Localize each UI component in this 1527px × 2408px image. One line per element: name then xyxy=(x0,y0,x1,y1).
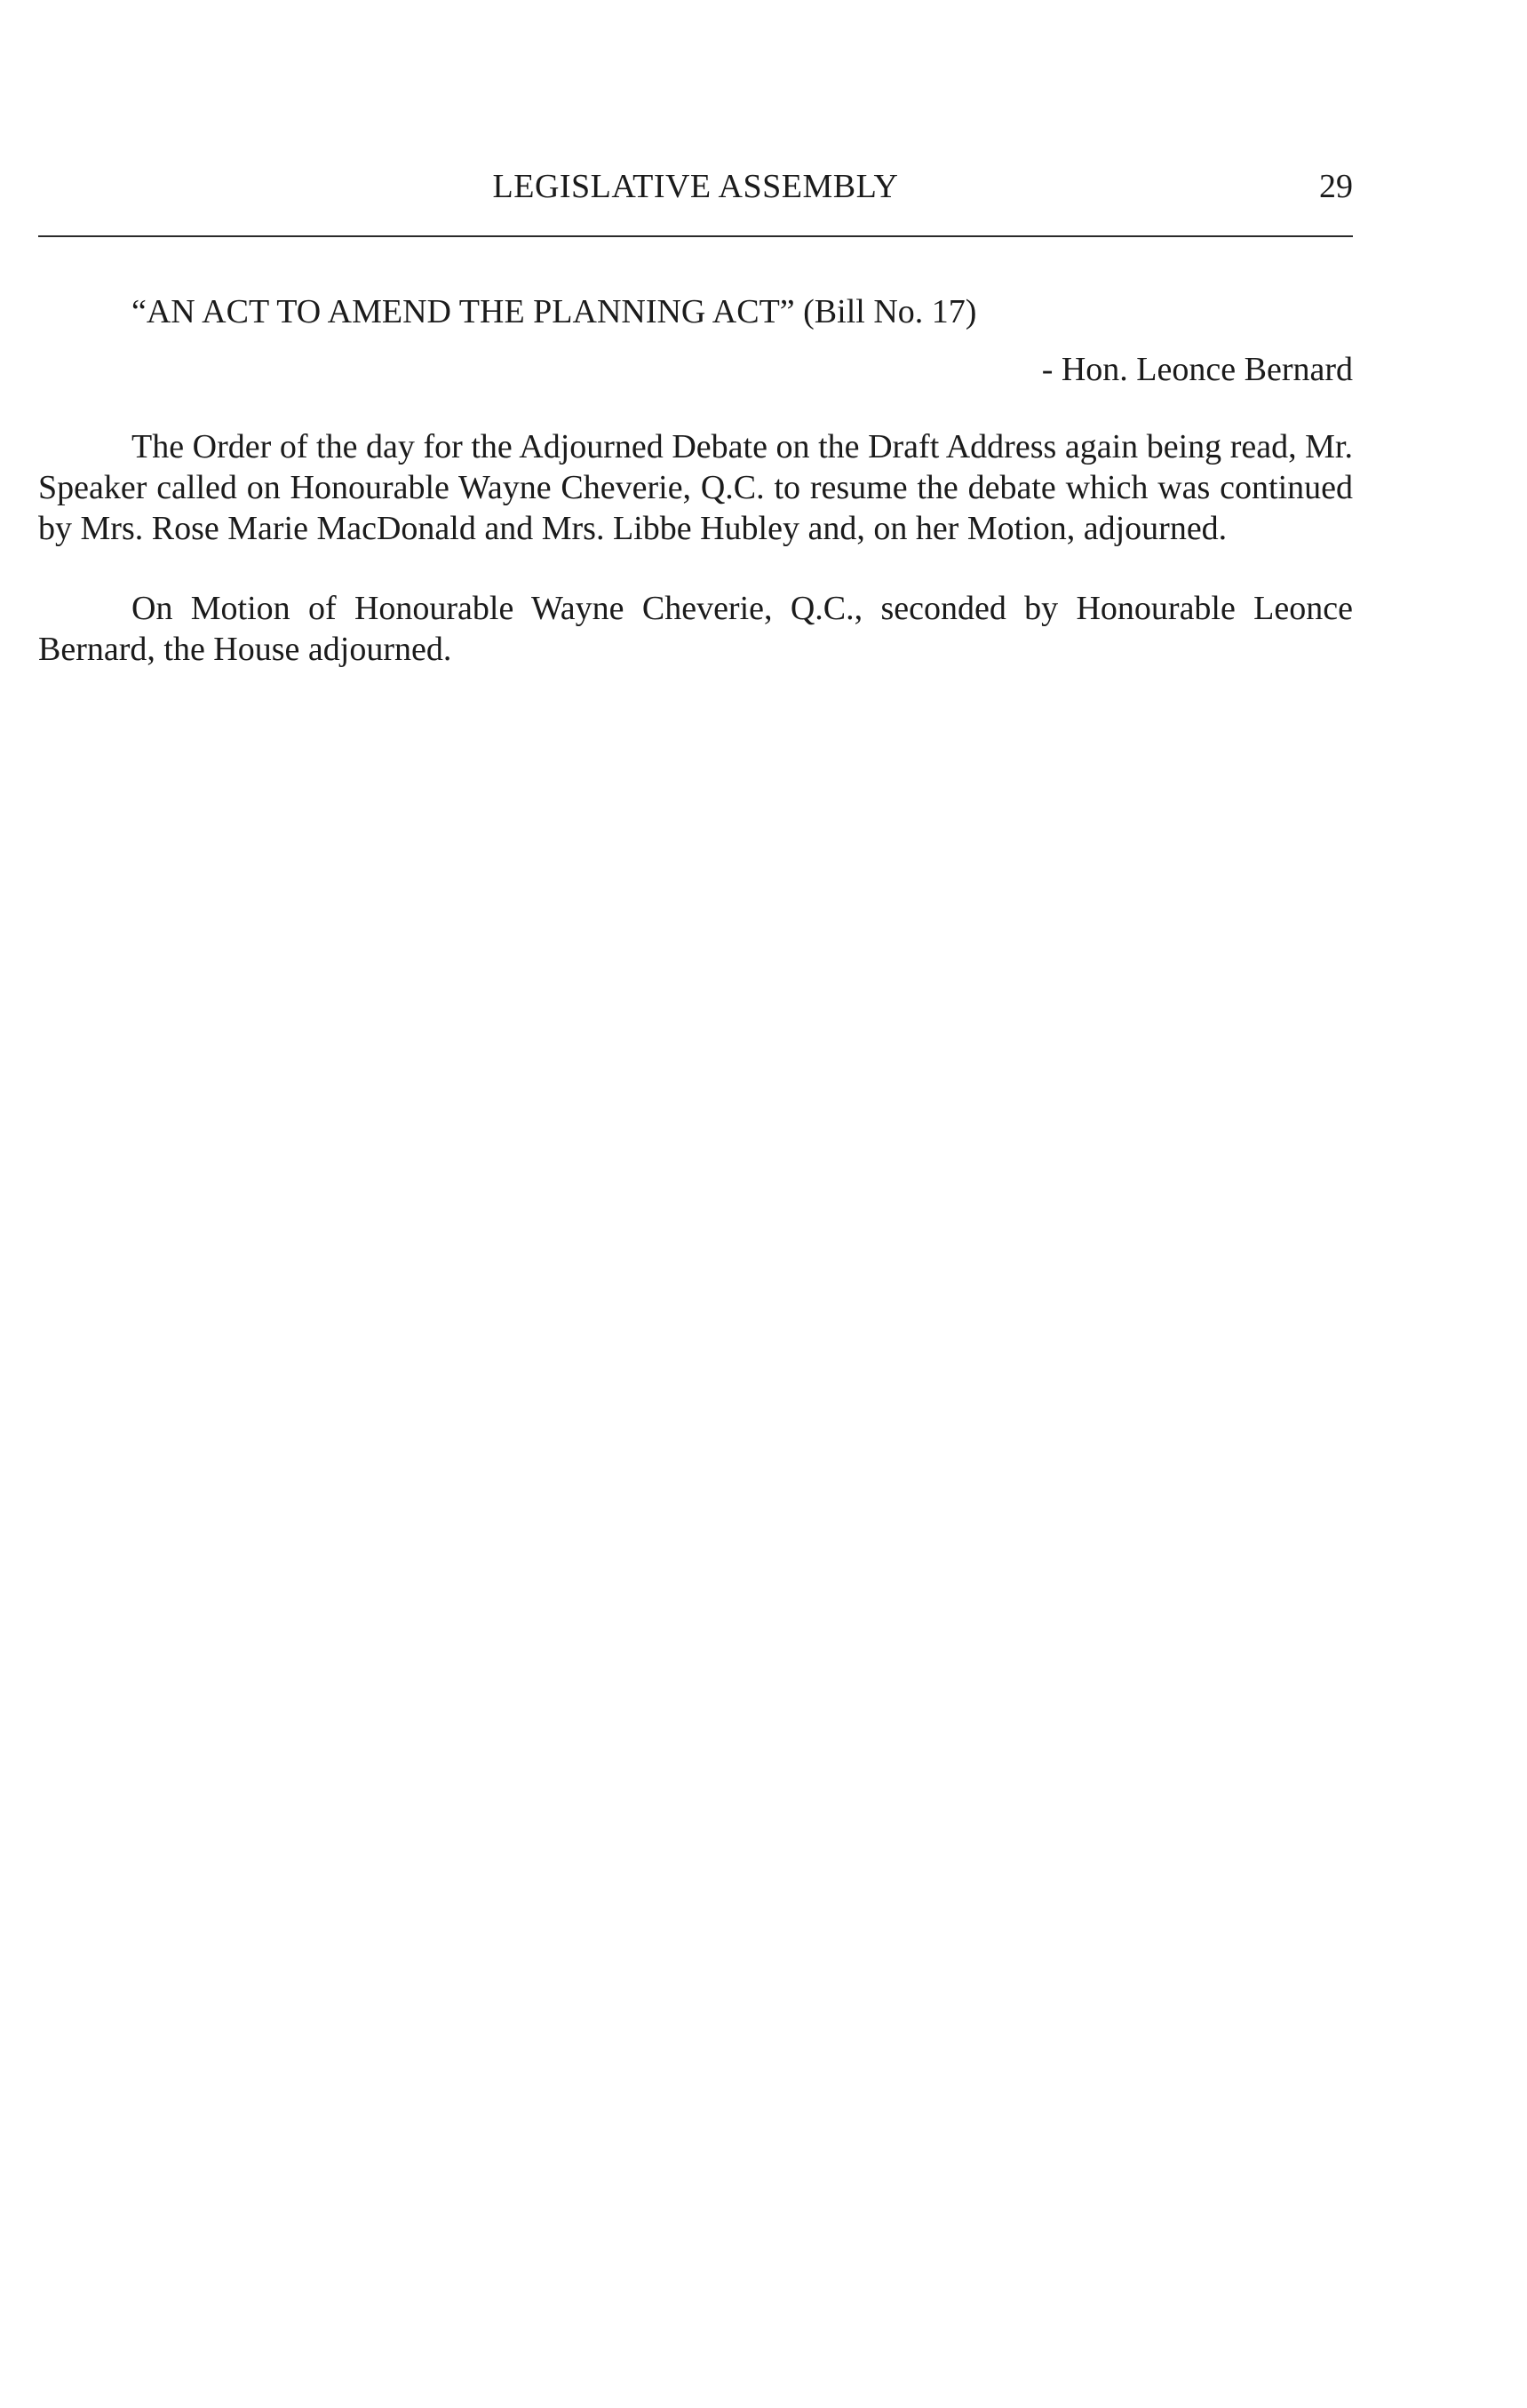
bill-title: “AN ACT TO AMEND THE PLANNING ACT” (Bill No. 17) xyxy=(131,293,977,330)
running-title: LEGISLATIVE ASSEMBLY xyxy=(492,168,899,205)
header-rule xyxy=(38,235,1353,237)
paragraph-house-adjourned: On Motion of Honourable Wayne Cheverie, Q.C., seconded by Honourable Leonce Bernard, the House adjourned. xyxy=(38,590,1353,668)
page-content xyxy=(38,284,1353,670)
bill-sponsor: - Hon. Leonce Bernard xyxy=(1041,351,1353,388)
page-number: 29 xyxy=(1319,168,1353,205)
paragraph-adjourned-debate: The Order of the day for the Adjourned Debate on the Draft Address again being read, Mr. Speaker called on Honourable Wayne Cheverie, Q.C. to resume the debate which was continued by Mrs. Rose Marie MacDonald and Mrs. Libbe Hubley and, on her Motion, adjourned. xyxy=(38,428,1353,547)
running-header xyxy=(38,164,1353,209)
